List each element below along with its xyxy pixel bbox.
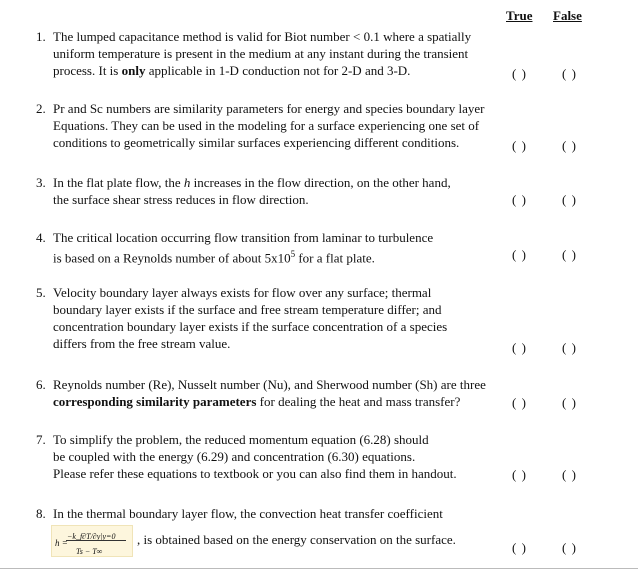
q8-true-option[interactable]: ( )	[512, 540, 527, 555]
q3-true-option[interactable]: ( )	[512, 192, 527, 207]
question-8	[36, 505, 536, 557]
question-number: 4.	[36, 230, 46, 245]
question-1	[36, 28, 536, 79]
question-4	[36, 229, 536, 266]
question-number: 2.	[36, 101, 46, 116]
q5-false-option[interactable]: ( )	[562, 340, 577, 355]
false-column-header: False	[553, 8, 582, 23]
question-text-line: conditions to geometrically similar surfaces experiencing different conditions.	[53, 135, 460, 150]
italic-variable: h	[183, 175, 191, 190]
question-text-line: increases in the flow direction, on the other hand,	[190, 175, 451, 190]
q2-false-option[interactable]: ( )	[562, 138, 577, 153]
question-text-line: , is obtained based on the energy conservation on the surface.	[137, 531, 456, 547]
superscript: 5	[290, 249, 296, 259]
q6-true-option[interactable]: ( )	[512, 395, 527, 410]
emphasis-text: corresponding similarity parameters	[53, 394, 257, 409]
q2-true-option[interactable]: ( )	[512, 138, 527, 153]
q1-false-option[interactable]: ( )	[562, 66, 577, 81]
q4-true-option[interactable]: ( )	[512, 247, 527, 262]
question-number: 7.	[36, 432, 46, 447]
formula-lhs: h =	[55, 538, 68, 548]
formula-numerator: −k_f∂T/∂y|y=0	[67, 532, 116, 541]
question-text-line: uniform temperature is present in the medium at any instant during the transient	[53, 46, 469, 61]
question-3	[36, 174, 536, 208]
q7-false-option[interactable]: ( )	[562, 467, 577, 482]
question-text-line: The critical location occurring flow transition from laminar to turbulence	[53, 230, 434, 245]
question-text-line: for a flat plate.	[295, 250, 375, 266]
question-text-line: for dealing the heat and mass transfer?	[256, 394, 461, 409]
question-number: 6.	[36, 377, 46, 392]
question-text-line: Velocity boundary layer always exists for flow over any surface; thermal	[53, 285, 432, 300]
question-text-line: Please refer these equations to textbook or you can also find them in handout.	[53, 466, 457, 481]
question-7	[36, 431, 536, 482]
formula-denominator: Ts − T∞	[76, 547, 103, 556]
question-5	[36, 284, 536, 352]
fraction-bar	[66, 540, 126, 541]
heat-transfer-coefficient-formula	[51, 525, 133, 557]
question-text-line: differs from the free stream value.	[53, 336, 231, 351]
q1-true-option[interactable]: ( )	[512, 66, 527, 81]
q5-true-option[interactable]: ( )	[512, 340, 527, 355]
question-text-line: In the flat plate flow, the	[53, 175, 184, 190]
emphasis-text: only	[121, 63, 146, 78]
q3-false-option[interactable]: ( )	[562, 192, 577, 207]
question-text-line: process. It is	[53, 63, 122, 78]
q7-true-option[interactable]: ( )	[512, 467, 527, 482]
question-text-line: applicable in 1-D conduction not for 2-D and 3-D.	[145, 63, 411, 78]
page-bottom-divider	[0, 568, 638, 569]
question-text-line: In the thermal boundary layer flow, the convection heat transfer coefficient	[53, 506, 443, 521]
question-text-line: The lumped capacitance method is valid for Biot number < 0.1 where a spatially	[53, 29, 472, 44]
question-text-line: the surface shear stress reduces in flow direction.	[53, 192, 309, 207]
question-text-line: be coupled with the energy (6.29) and concentration (6.30) equations.	[53, 449, 416, 464]
question-6	[36, 376, 536, 410]
question-number: 1.	[36, 29, 46, 44]
question-number: 3.	[36, 175, 46, 190]
true-column-header: True	[506, 8, 533, 23]
q6-false-option[interactable]: ( )	[562, 395, 577, 410]
question-text-line: Equations. They can be used in the modeling for a surface experiencing one set of	[53, 118, 480, 133]
question-text-line: boundary layer exists if the surface and free stream temperature differ; and	[53, 302, 442, 317]
question-2	[36, 100, 536, 151]
question-number: 8.	[36, 506, 46, 521]
q8-false-option[interactable]: ( )	[562, 540, 577, 555]
q4-false-option[interactable]: ( )	[562, 247, 577, 262]
question-text-line: To simplify the problem, the reduced momentum equation (6.28) should	[53, 432, 429, 447]
question-text-line: is based on a Reynolds number of about 5x10	[53, 250, 291, 266]
question-text-line: concentration boundary layer exists if the surface concentration of a species	[53, 319, 448, 334]
question-text-line: Reynolds number (Re), Nusselt number (Nu), and Sherwood number (Sh) are three	[53, 377, 486, 392]
question-text-line: Pr and Sc numbers are similarity parameters for energy and species boundary layer	[53, 101, 485, 116]
question-number: 5.	[36, 285, 46, 300]
